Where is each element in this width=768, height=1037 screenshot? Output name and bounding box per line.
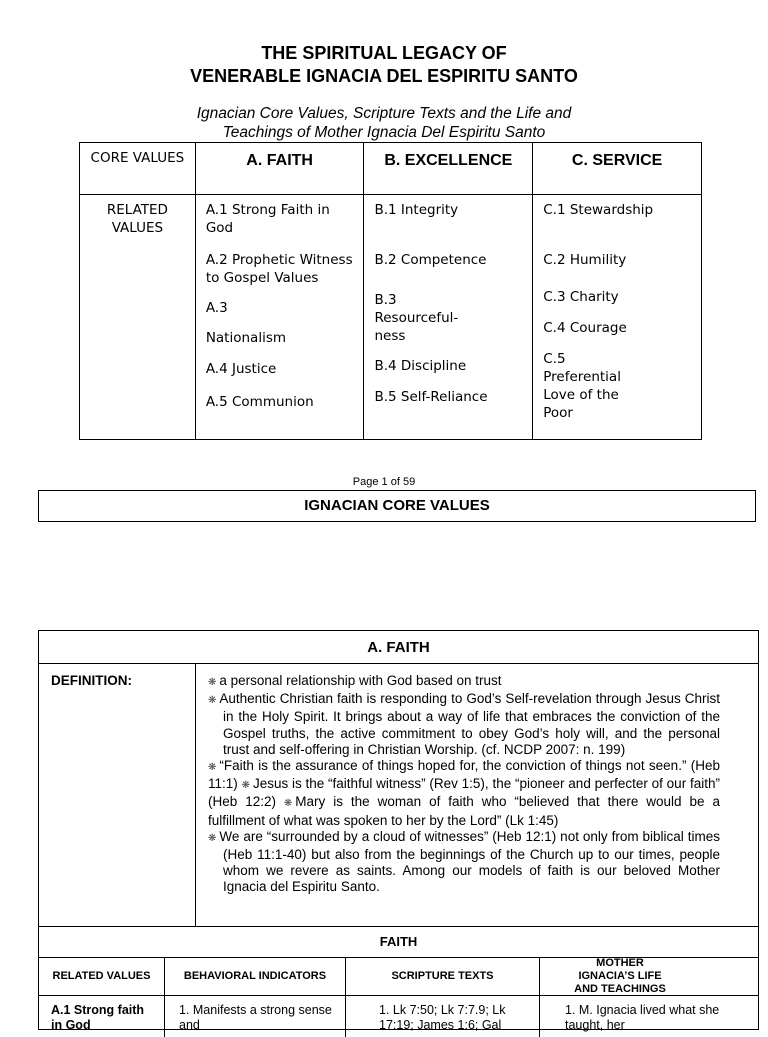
- list-item: A.5 Communion: [205, 394, 314, 410]
- list-item: B.1 Integrity: [374, 202, 459, 218]
- list-item: B.2 Competence: [374, 252, 487, 268]
- flower-bullet-icon: ❋: [208, 762, 217, 774]
- column-header-behavioral-indicators: BEHAVIORAL INDICATORS: [183, 969, 327, 982]
- column-heading-faith: A. FAITH: [195, 143, 364, 195]
- list-item: A.4 Justice: [205, 361, 277, 377]
- list-item: C.3 Charity: [543, 289, 619, 305]
- page-number: Page 1 of 59: [352, 476, 416, 488]
- behavioral-indicator-cell: 1. Manifests a strong sense and: [179, 1003, 332, 1032]
- list-item: C.4 Courage: [543, 320, 627, 336]
- definition-line: Jesus is the “faithful witness” (Rev 1:5), the “pioneer and perfecter of our faith” (Heb 12:2): [208, 776, 720, 810]
- mother-ignacia-cell: 1. M. Ignacia lived what she taught, her: [565, 1003, 720, 1032]
- list-item: C.2 Humility: [543, 252, 627, 268]
- flower-bullet-icon: ❋: [283, 798, 293, 810]
- core-values-table: [79, 142, 702, 440]
- faith-subheading: FAITH: [379, 934, 418, 949]
- list-item: B.4 Discipline: [374, 358, 467, 374]
- flower-bullet-icon: ❋: [241, 780, 250, 792]
- document-title-line-1: THE SPIRITUAL LEGACY OF: [261, 43, 507, 63]
- column-divider: [195, 664, 196, 926]
- faith-related-values: [195, 195, 364, 440]
- column-header-scripture-texts: SCRIPTURE TEXTS: [391, 969, 494, 982]
- section-title: IGNACIAN CORE VALUES: [38, 490, 756, 522]
- faith-section-table: [38, 630, 759, 1030]
- definition-line: Authentic Christian faith is responding to God’s Self-revelation through Jesus Christ in the Holy Spirit. It brings about a way of life that embraces the conviction of the Gospel truths, the active commitment to obey God’s holy will, and the personal trust and self-offering in Christian Worship. (cf. NCDP 2007: n. 199): [219, 691, 720, 757]
- definition-line: a personal relationship with God based on trust: [219, 673, 502, 688]
- list-item: B.3 Resourceful-ness: [374, 292, 459, 344]
- list-item: A.2 Prophetic Witness to Gospel Values: [205, 252, 353, 286]
- related-values-label: RELATED VALUES: [80, 195, 196, 440]
- divider: [39, 995, 758, 996]
- flower-bullet-icon: ❋: [208, 677, 217, 688]
- list-item: Nationalism: [205, 330, 287, 346]
- definition-label: DEFINITION:: [51, 673, 132, 688]
- list-item: C.1 Stewardship: [543, 202, 654, 218]
- column-header-related-values: RELATED VALUES: [52, 969, 151, 982]
- list-item: A.1 Strong Faith in God: [205, 202, 330, 236]
- list-item: C.5 Preferential Love of the Poor: [543, 351, 621, 421]
- column-header-mother-ignacia: MOTHER IGNACIA’S LIFE AND TEACHINGS: [574, 956, 666, 995]
- definition-text: [208, 673, 720, 896]
- excellence-related-values: [364, 195, 533, 440]
- definition-line: “Faith is the assurance of things hoped for, the conviction of things not seen.” (Heb 11:1): [208, 758, 720, 792]
- list-item: B.5 Self-Reliance: [374, 389, 488, 405]
- flower-bullet-icon: ❋: [208, 832, 217, 844]
- definition-line: We are “surrounded by a cloud of witnesses” (Heb 12:1) not only from biblical times (Heb 11:1-40) but also from the beginnings of the Church up to our times, people whom we revere as saints. Among our models of faith is our beloved Mother Ignacia del Espiritu Santo.: [219, 828, 720, 895]
- flower-bullet-icon: ❋: [208, 695, 217, 707]
- core-values-label: CORE VALUES: [80, 143, 196, 195]
- service-related-values: [533, 195, 702, 440]
- faith-section-heading: A. FAITH: [39, 631, 758, 664]
- document-title-line-2: VENERABLE IGNACIA DEL ESPIRITU SANTO: [190, 66, 578, 86]
- scripture-text-cell: 1. Lk 7:50; Lk 7:7.9; Lk 17:19; James 1:6; Gal: [379, 1003, 506, 1032]
- list-item: A.3: [205, 300, 228, 316]
- document-subtitle-line-1: Ignacian Core Values, Scripture Texts and the Life and: [196, 105, 572, 122]
- column-heading-service: C. SERVICE: [533, 143, 702, 195]
- document-subtitle-line-2: Teachings of Mother Ignacia Del Espiritu Santo: [222, 124, 546, 141]
- column-heading-excellence: B. EXCELLENCE: [364, 143, 533, 195]
- definition-line: Mary is the woman of faith who “believed that there would be a fulfillment of what was spoken to her by the Lord” (Lk 1:45): [208, 794, 720, 828]
- related-value-cell: A.1 Strong faith in God: [51, 1003, 145, 1032]
